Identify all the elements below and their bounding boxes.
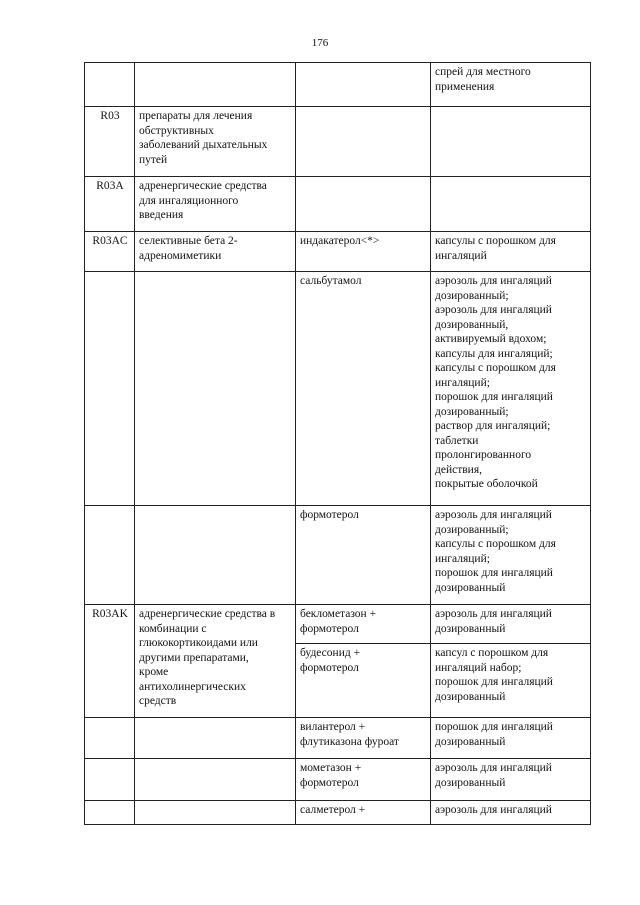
cell-text-line: формотерол: [300, 661, 359, 674]
atc-code-cell: R03: [85, 107, 135, 177]
cell-text-line: действия,: [435, 463, 482, 476]
table-row: [85, 718, 591, 759]
cell-text-line: капсулы с порошком для: [435, 235, 556, 247]
table-body: [85, 63, 591, 825]
cell-text-line: покрытые оболочкой: [435, 478, 538, 490]
drug-name-cell: [296, 759, 431, 801]
atc-code-cell: [85, 63, 135, 107]
cell-text-line: другими препаратами,: [139, 651, 249, 664]
cell-text-line: порошок для ингаляций: [435, 391, 553, 403]
dosage-form-cell: [431, 506, 591, 605]
cell-text-line: дозированный: [435, 776, 506, 789]
atc-code-cell: R03AK: [85, 605, 135, 718]
cell-text-line: заболеваний дыхательных: [139, 139, 268, 151]
cell-text-line: капсул с порошком для: [435, 647, 549, 659]
cell-text-line: таблетки: [435, 434, 479, 447]
dosage-form-cell: [431, 801, 591, 825]
cell-text-line: введения: [139, 209, 184, 221]
cell-text-line: спрей для местного: [435, 66, 531, 78]
dosage-form-cell: [431, 644, 591, 718]
drug-name-cell: [296, 718, 431, 759]
cell-text-line: порошок для ингаляций: [435, 676, 553, 688]
drug-group-cell: [135, 605, 296, 718]
cell-text-line: глюкокортикоидами или: [139, 637, 258, 649]
cell-text-line: раствор для ингаляций;: [435, 420, 551, 432]
drug-group-cell: [135, 63, 296, 107]
dosage-form-cell: [431, 232, 591, 272]
cell-text-line: салметерол +: [300, 804, 366, 816]
drug-name-cell: [296, 272, 431, 506]
table-row: [85, 605, 591, 644]
cell-text-line: путей: [139, 153, 168, 166]
cell-text-line: применения: [435, 80, 495, 93]
drug-name-cell: [296, 107, 431, 177]
cell-text-line: формотерол: [300, 509, 359, 521]
cell-text-line: мометазон +: [300, 762, 362, 774]
cell-text-line: формотерол: [300, 622, 359, 635]
cell-text-line: комбинации с: [139, 622, 207, 635]
cell-text-line: аэрозоль для ингаляций: [435, 804, 552, 816]
cell-text-line: дозированный: [435, 622, 506, 635]
cell-text-line: дозированный;: [435, 405, 509, 418]
cell-text-line: капсулы для ингаляций;: [435, 347, 553, 360]
atc-code-cell: [85, 801, 135, 825]
cell-text-line: ингаляций;: [435, 552, 490, 565]
drug-group-cell: [135, 107, 296, 177]
cell-text-line: ингаляций набор;: [435, 661, 522, 674]
page-number: 176: [311, 37, 329, 49]
dosage-form-cell: [431, 63, 591, 107]
table-row: [85, 177, 591, 232]
cell-text-line: аэрозоль для ингаляций: [435, 509, 552, 521]
cell-text-line: кроме: [139, 666, 169, 678]
cell-text-line: ингаляций;: [435, 376, 490, 389]
atc-code-cell: [85, 506, 135, 605]
dosage-form-cell: [431, 177, 591, 232]
drug-name-cell: [296, 605, 431, 644]
dosage-form-cell: [431, 107, 591, 177]
drug-group-cell: [135, 177, 296, 232]
cell-text-line: аэрозоль для ингаляций: [435, 275, 552, 287]
cell-text-line: препараты для лечения: [139, 110, 253, 122]
cell-text-line: дозированный: [435, 690, 506, 703]
drug-name-cell: [296, 644, 431, 718]
atc-code-cell: R03AC: [85, 232, 135, 272]
atc-code-cell: [85, 759, 135, 801]
cell-text-line: антихолинергических: [139, 680, 246, 693]
cell-text-line: обструктивных: [139, 124, 214, 137]
drug-group-cell: [135, 232, 296, 272]
cell-text-line: пролонгированного: [435, 449, 532, 461]
cell-text-line: дозированный;: [435, 289, 509, 302]
cell-text-line: капсулы с порошком для: [435, 538, 556, 550]
table-row: [85, 272, 591, 506]
cell-text-line: индакатерол<*>: [300, 235, 380, 247]
cell-text-line: дозированный;: [435, 523, 509, 536]
cell-text-line: капсулы с порошком для: [435, 362, 556, 374]
cell-text-line: средств: [139, 695, 177, 707]
table-row: [85, 506, 591, 605]
drug-name-cell: [296, 177, 431, 232]
cell-text-line: флутиказона фуроат: [300, 735, 399, 748]
drug-group-cell: [135, 801, 296, 825]
dosage-form-cell: [431, 272, 591, 506]
dosage-form-cell: [431, 605, 591, 644]
cell-text-line: сальбутамол: [300, 275, 362, 287]
cell-text-line: адреномиметики: [139, 249, 222, 262]
cell-text-line: дозированный: [435, 735, 506, 748]
cell-text-line: беклометазон +: [300, 608, 377, 620]
cell-text-line: дозированный: [435, 581, 506, 594]
atc-code-cell: R03A: [85, 177, 135, 232]
drug-table: [84, 62, 591, 825]
drug-name-cell: [296, 63, 431, 107]
dosage-form-cell: [431, 718, 591, 759]
cell-text-line: ингаляций: [435, 249, 487, 262]
cell-text-line: аэрозоль для ингаляций: [435, 608, 552, 620]
cell-text-line: аэрозоль для ингаляций: [435, 762, 552, 774]
cell-text-line: аэрозоль для ингаляций: [435, 304, 552, 316]
table-row: [85, 232, 591, 272]
cell-text-line: будесонид +: [300, 647, 361, 659]
drug-name-cell: [296, 232, 431, 272]
cell-text-line: адренергические средства в: [139, 608, 276, 620]
cell-text-line: активируемый вдохом;: [435, 333, 547, 345]
cell-text-line: для ингаляционного: [139, 194, 239, 207]
drug-name-cell: [296, 801, 431, 825]
cell-text-line: селективные бета 2-: [139, 235, 238, 247]
atc-code-cell: [85, 272, 135, 506]
drug-group-cell: [135, 718, 296, 759]
cell-text-line: дозированный,: [435, 318, 509, 331]
table-row: [85, 63, 591, 107]
drug-name-cell: [296, 506, 431, 605]
table-row: [85, 107, 591, 177]
cell-text-line: порошок для ингаляций: [435, 567, 553, 579]
drug-group-cell: [135, 759, 296, 801]
cell-text-line: адренергические средства: [139, 180, 267, 192]
table-row: [85, 801, 591, 825]
dosage-form-cell: [431, 759, 591, 801]
table-row: [85, 759, 591, 801]
drug-group-cell: [135, 272, 296, 506]
atc-code-cell: [85, 718, 135, 759]
cell-text-line: вилантерол +: [300, 721, 366, 733]
cell-text-line: формотерол: [300, 776, 359, 789]
drug-group-cell: [135, 506, 296, 605]
cell-text-line: порошок для ингаляций: [435, 721, 553, 733]
